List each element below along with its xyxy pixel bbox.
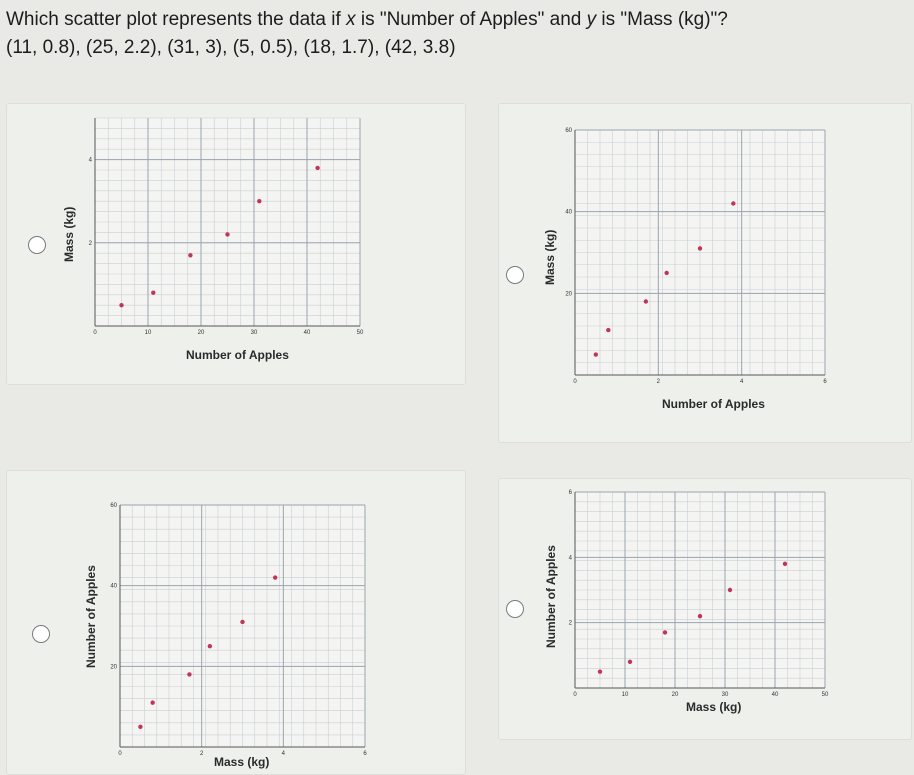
- data-point: [598, 669, 602, 673]
- x-tick-label: 30: [721, 692, 729, 698]
- y-variable: y: [586, 9, 597, 30]
- x-tick-label: 50: [356, 330, 364, 336]
- data-points: (11, 0.8), (25, 2.2), (31, 3), (5, 0.5), (18, 1.7), (42, 3.8): [6, 37, 456, 58]
- x-tick-label: 40: [771, 692, 779, 698]
- data-point: [783, 562, 787, 566]
- x-tick-label: 0: [93, 330, 97, 336]
- question-prefix: Which scatter plot represents the data if: [6, 9, 347, 30]
- x-axis-label-d: Mass (kg): [686, 700, 742, 714]
- x-tick-label: 4: [281, 751, 286, 757]
- y-tick-label: 2: [568, 620, 572, 627]
- y-axis-label-c: Number of Apples: [84, 565, 98, 668]
- x-tick-label: 40: [303, 330, 311, 336]
- y-axis-label-d: Number of Apples: [544, 545, 558, 648]
- y-tick-label: 2: [88, 240, 92, 247]
- x-axis-label-c: Mass (kg): [214, 755, 270, 769]
- data-point: [728, 588, 732, 592]
- x-tick-label: 4: [739, 379, 744, 385]
- question-suffix: is "Mass (kg)"?: [596, 9, 728, 30]
- x-tick-label: 20: [671, 692, 679, 698]
- x-variable: x: [346, 9, 356, 30]
- x-tick-label: 10: [621, 692, 629, 698]
- x-tick-label: 0: [573, 692, 577, 698]
- y-axis-label-a: Mass (kg): [62, 206, 76, 262]
- y-tick-label: 20: [565, 291, 572, 298]
- x-tick-label: 2: [199, 751, 204, 757]
- y-tick-label: 20: [110, 664, 117, 671]
- x-axis-label-b: Number of Apples: [662, 397, 765, 411]
- x-tick-label: 30: [250, 330, 258, 336]
- x-tick-label: 10: [144, 330, 152, 336]
- data-point: [698, 614, 702, 618]
- y-tick-label: 4: [568, 555, 572, 562]
- x-tick-label: 0: [118, 751, 122, 757]
- data-point: [628, 660, 632, 664]
- y-tick-label: 60: [110, 503, 117, 509]
- y-axis-label-b: Mass (kg): [543, 229, 557, 285]
- x-tick-label: 6: [363, 751, 367, 757]
- x-tick-label: 0: [573, 379, 577, 385]
- y-tick-label: 4: [88, 157, 92, 164]
- y-tick-label: 40: [110, 583, 117, 590]
- data-point: [663, 630, 667, 634]
- x-tick-label: 6: [823, 379, 827, 385]
- x-tick-label: 20: [197, 330, 205, 336]
- y-tick-label: 60: [565, 128, 572, 134]
- x-tick-label: 2: [656, 379, 661, 385]
- x-axis-label-a: Number of Apples: [186, 348, 289, 362]
- y-tick-label: 6: [568, 490, 572, 496]
- question-middle: is "Number of Apples" and: [355, 9, 587, 30]
- y-tick-label: 40: [565, 209, 572, 216]
- x-tick-label: 50: [821, 692, 829, 698]
